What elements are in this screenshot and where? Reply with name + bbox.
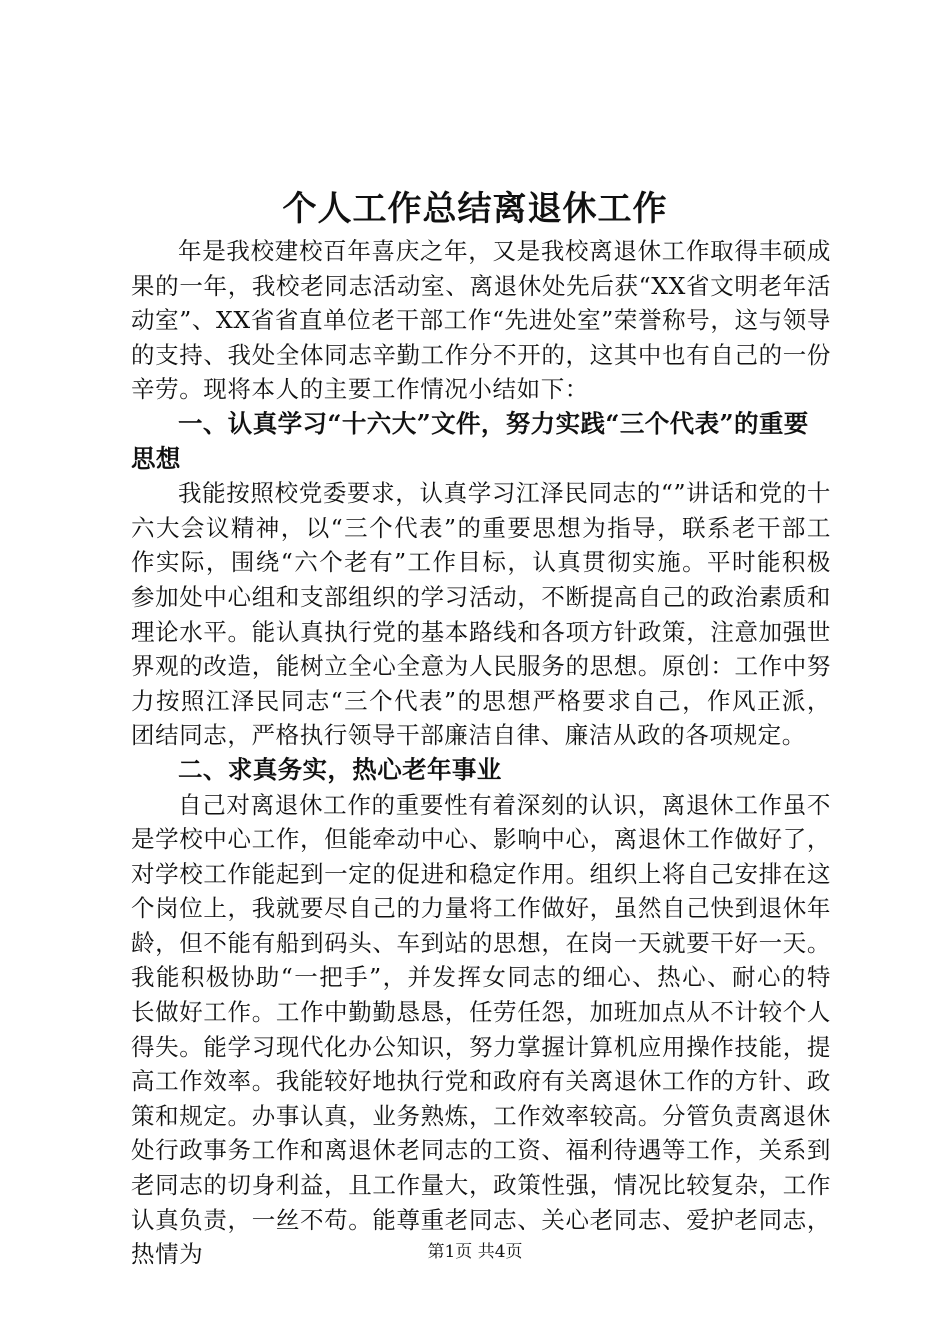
page-number-footer: 第1页 共4页 bbox=[427, 1242, 523, 1262]
paragraph-intro: 年是我校建校百年喜庆之年，又是我校离退休工作取得丰硕成果的一年，我校老同志活动室、离退休处先后获“XX省文明老年活动室”、XX省省直单位老干部工作“先进处室”荣誉称号，这与领导的支持、我处全体同志辛勤工作分不开的，这其中也有自己的一份辛劳。现将本人的主要工作情况小结如下： bbox=[131, 237, 831, 404]
paragraph-section-1: 我能按照校党委要求，认真学习江泽民同志的“”讲话和党的十六大会议精神，以“三个代表”的重要思想为指导，联系老干部工作实际，围绕“六个老有”工作目标，认真贯彻实施。平时能积极参加处中心组和支部组织的学习活动，不断提高自己的政治素质和理论水平。能认真执行党的基本路线和各项方针政策，注意加强世界观的改造，能树立全心全意为人民服务的思想。原创：工作中努力按照江泽民同志“三个代表”的思想严格要求自己，作风正派，团结同志，严格执行领导干部廉洁自律、廉洁从政的各项规定。 bbox=[131, 479, 831, 750]
paragraph-section-2: 自己对离退休工作的重要性有着深刻的认识，离退休工作虽不是学校中心工作，但能牵动中心、影响中心，离退休工作做好了，对学校工作能起到一定的促进和稳定作用。组织上将自己安排在这个岗位上，我就要尽自己的力量将工作做好，虽然自己快到退休年龄，但不能有船到码头、车到站的思想，在岗一天就要干好一天。我能积极协助“一把手”，并发挥女同志的细心、热心、耐心的特长做好工作。工作中勤勤恳恳，任劳任怨，加班加点从不计较个人得失。能学习现代化办公知识，努力掌握计算机应用操作技能，提高工作效率。我能较好地执行党和政府有关离退休工作的方针、政策和规定。办事认真，业务熟炼，工作效率较高。分管负责离退休处行政事务工作和离退休老同志的工资、福利待遇等工作，关系到老同志的切身利益，且工作量大，政策性强，情况比较复杂，工作认真负责，一丝不苟。能尊重老同志、关心老同志、爱护老同志，热情为 bbox=[131, 790, 831, 1269]
document-body bbox=[131, 234, 831, 1272]
section-heading-2: 二、求真务实，热心老年事业 bbox=[178, 754, 502, 784]
document-title: 个人工作总结离退休工作 bbox=[282, 189, 668, 229]
section-heading-1: 一、认真学习“十六大”文件，努力实践“三个代表”的重要思想 bbox=[131, 408, 809, 473]
